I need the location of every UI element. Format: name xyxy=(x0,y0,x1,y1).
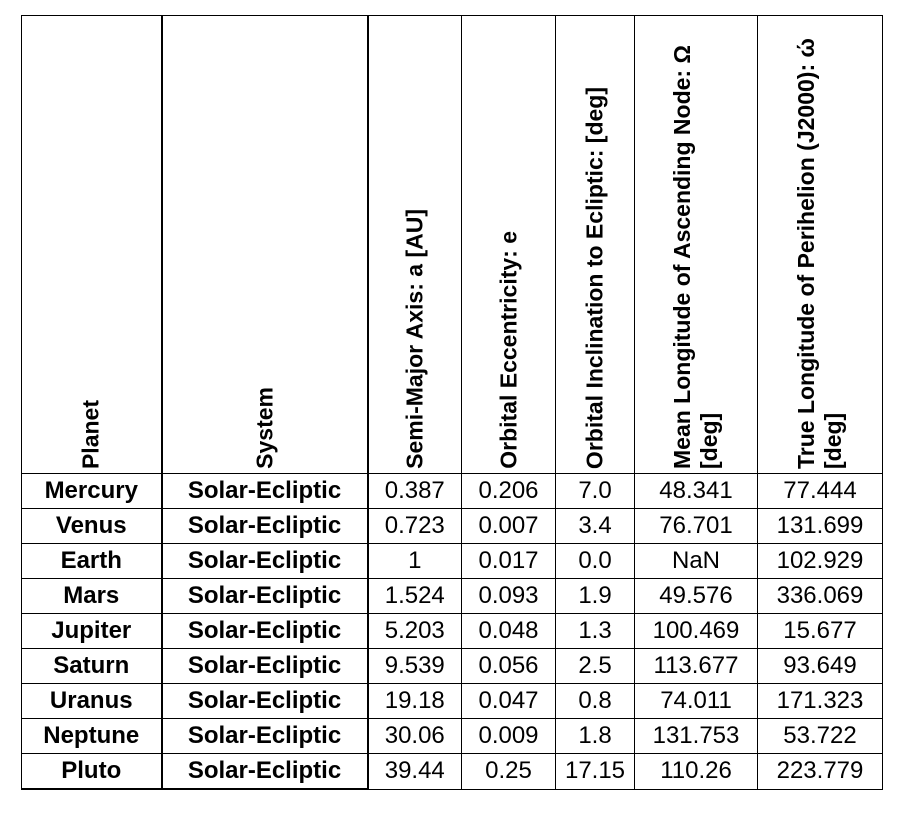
planet-cell: Earth xyxy=(22,544,162,579)
eccentricity-cell: 0.206 xyxy=(462,474,556,509)
header-perihelion: True Longitude of Perihelion (J2000): ώ [deg] xyxy=(758,16,883,474)
planet-cell: Mercury xyxy=(22,474,162,509)
perihelion-cell: 223.779 xyxy=(758,754,883,790)
inclination-cell: 3.4 xyxy=(556,509,635,544)
table-row xyxy=(22,684,883,719)
system-cell: Solar-Ecliptic xyxy=(162,614,368,649)
inclination-cell: 0.0 xyxy=(556,544,635,579)
system-cell: Solar-Ecliptic xyxy=(162,579,368,614)
eccentricity-cell: 0.093 xyxy=(462,579,556,614)
table-row xyxy=(22,579,883,614)
semi-major-axis-cell: 0.387 xyxy=(368,474,462,509)
planet-cell: Saturn xyxy=(22,649,162,684)
header-ascending-node: Mean Longitude of Ascending Node: Ω [deg] xyxy=(635,16,758,474)
planet-cell: Pluto xyxy=(22,754,162,790)
planet-cell: Jupiter xyxy=(22,614,162,649)
table-row xyxy=(22,719,883,754)
system-cell: Solar-Ecliptic xyxy=(162,649,368,684)
inclination-cell: 2.5 xyxy=(556,649,635,684)
planet-cell: Neptune xyxy=(22,719,162,754)
perihelion-cell: 53.722 xyxy=(758,719,883,754)
inclination-cell: 0.8 xyxy=(556,684,635,719)
semi-major-axis-cell: 19.18 xyxy=(368,684,462,719)
ascending-node-cell: 49.576 xyxy=(635,579,758,614)
semi-major-axis-cell: 1.524 xyxy=(368,579,462,614)
ascending-node-cell: NaN xyxy=(635,544,758,579)
planet-cell: Uranus xyxy=(22,684,162,719)
header-eccentricity: Orbital Eccentricity: e xyxy=(462,16,556,474)
ascending-node-cell: 131.753 xyxy=(635,719,758,754)
ascending-node-cell: 113.677 xyxy=(635,649,758,684)
perihelion-cell: 102.929 xyxy=(758,544,883,579)
eccentricity-cell: 0.048 xyxy=(462,614,556,649)
ascending-node-cell: 48.341 xyxy=(635,474,758,509)
header-row xyxy=(22,16,883,474)
table-row xyxy=(22,544,883,579)
perihelion-cell: 171.323 xyxy=(758,684,883,719)
table-row xyxy=(22,509,883,544)
table-row xyxy=(22,614,883,649)
table-row xyxy=(22,754,883,790)
table-row xyxy=(22,474,883,509)
inclination-cell: 1.8 xyxy=(556,719,635,754)
semi-major-axis-cell: 5.203 xyxy=(368,614,462,649)
system-cell: Solar-Ecliptic xyxy=(162,684,368,719)
header-inclination: Orbital Inclination to Ecliptic: [deg] xyxy=(556,16,635,474)
semi-major-axis-cell: 1 xyxy=(368,544,462,579)
inclination-cell: 1.9 xyxy=(556,579,635,614)
ascending-node-cell: 100.469 xyxy=(635,614,758,649)
system-cell: Solar-Ecliptic xyxy=(162,754,368,790)
eccentricity-cell: 0.056 xyxy=(462,649,556,684)
semi-major-axis-cell: 0.723 xyxy=(368,509,462,544)
semi-major-axis-cell: 9.539 xyxy=(368,649,462,684)
header-system: System xyxy=(162,16,368,474)
inclination-cell: 17.15 xyxy=(556,754,635,790)
header-planet: Planet xyxy=(22,16,162,474)
system-cell: Solar-Ecliptic xyxy=(162,509,368,544)
eccentricity-cell: 0.047 xyxy=(462,684,556,719)
ascending-node-cell: 76.701 xyxy=(635,509,758,544)
system-cell: Solar-Ecliptic xyxy=(162,544,368,579)
planet-cell: Venus xyxy=(22,509,162,544)
system-cell: Solar-Ecliptic xyxy=(162,719,368,754)
semi-major-axis-cell: 30.06 xyxy=(368,719,462,754)
eccentricity-cell: 0.25 xyxy=(462,754,556,790)
ascending-node-cell: 110.26 xyxy=(635,754,758,790)
perihelion-cell: 336.069 xyxy=(758,579,883,614)
inclination-cell: 1.3 xyxy=(556,614,635,649)
inclination-cell: 7.0 xyxy=(556,474,635,509)
perihelion-cell: 15.677 xyxy=(758,614,883,649)
eccentricity-cell: 0.007 xyxy=(462,509,556,544)
perihelion-cell: 131.699 xyxy=(758,509,883,544)
header-semi-major-axis: Semi-Major Axis: a [AU] xyxy=(368,16,462,474)
system-cell: Solar-Ecliptic xyxy=(162,474,368,509)
planet-orbit-table xyxy=(21,15,883,790)
eccentricity-cell: 0.009 xyxy=(462,719,556,754)
perihelion-cell: 93.649 xyxy=(758,649,883,684)
planet-cell: Mars xyxy=(22,579,162,614)
perihelion-cell: 77.444 xyxy=(758,474,883,509)
ascending-node-cell: 74.011 xyxy=(635,684,758,719)
table-row xyxy=(22,649,883,684)
eccentricity-cell: 0.017 xyxy=(462,544,556,579)
semi-major-axis-cell: 39.44 xyxy=(368,754,462,790)
